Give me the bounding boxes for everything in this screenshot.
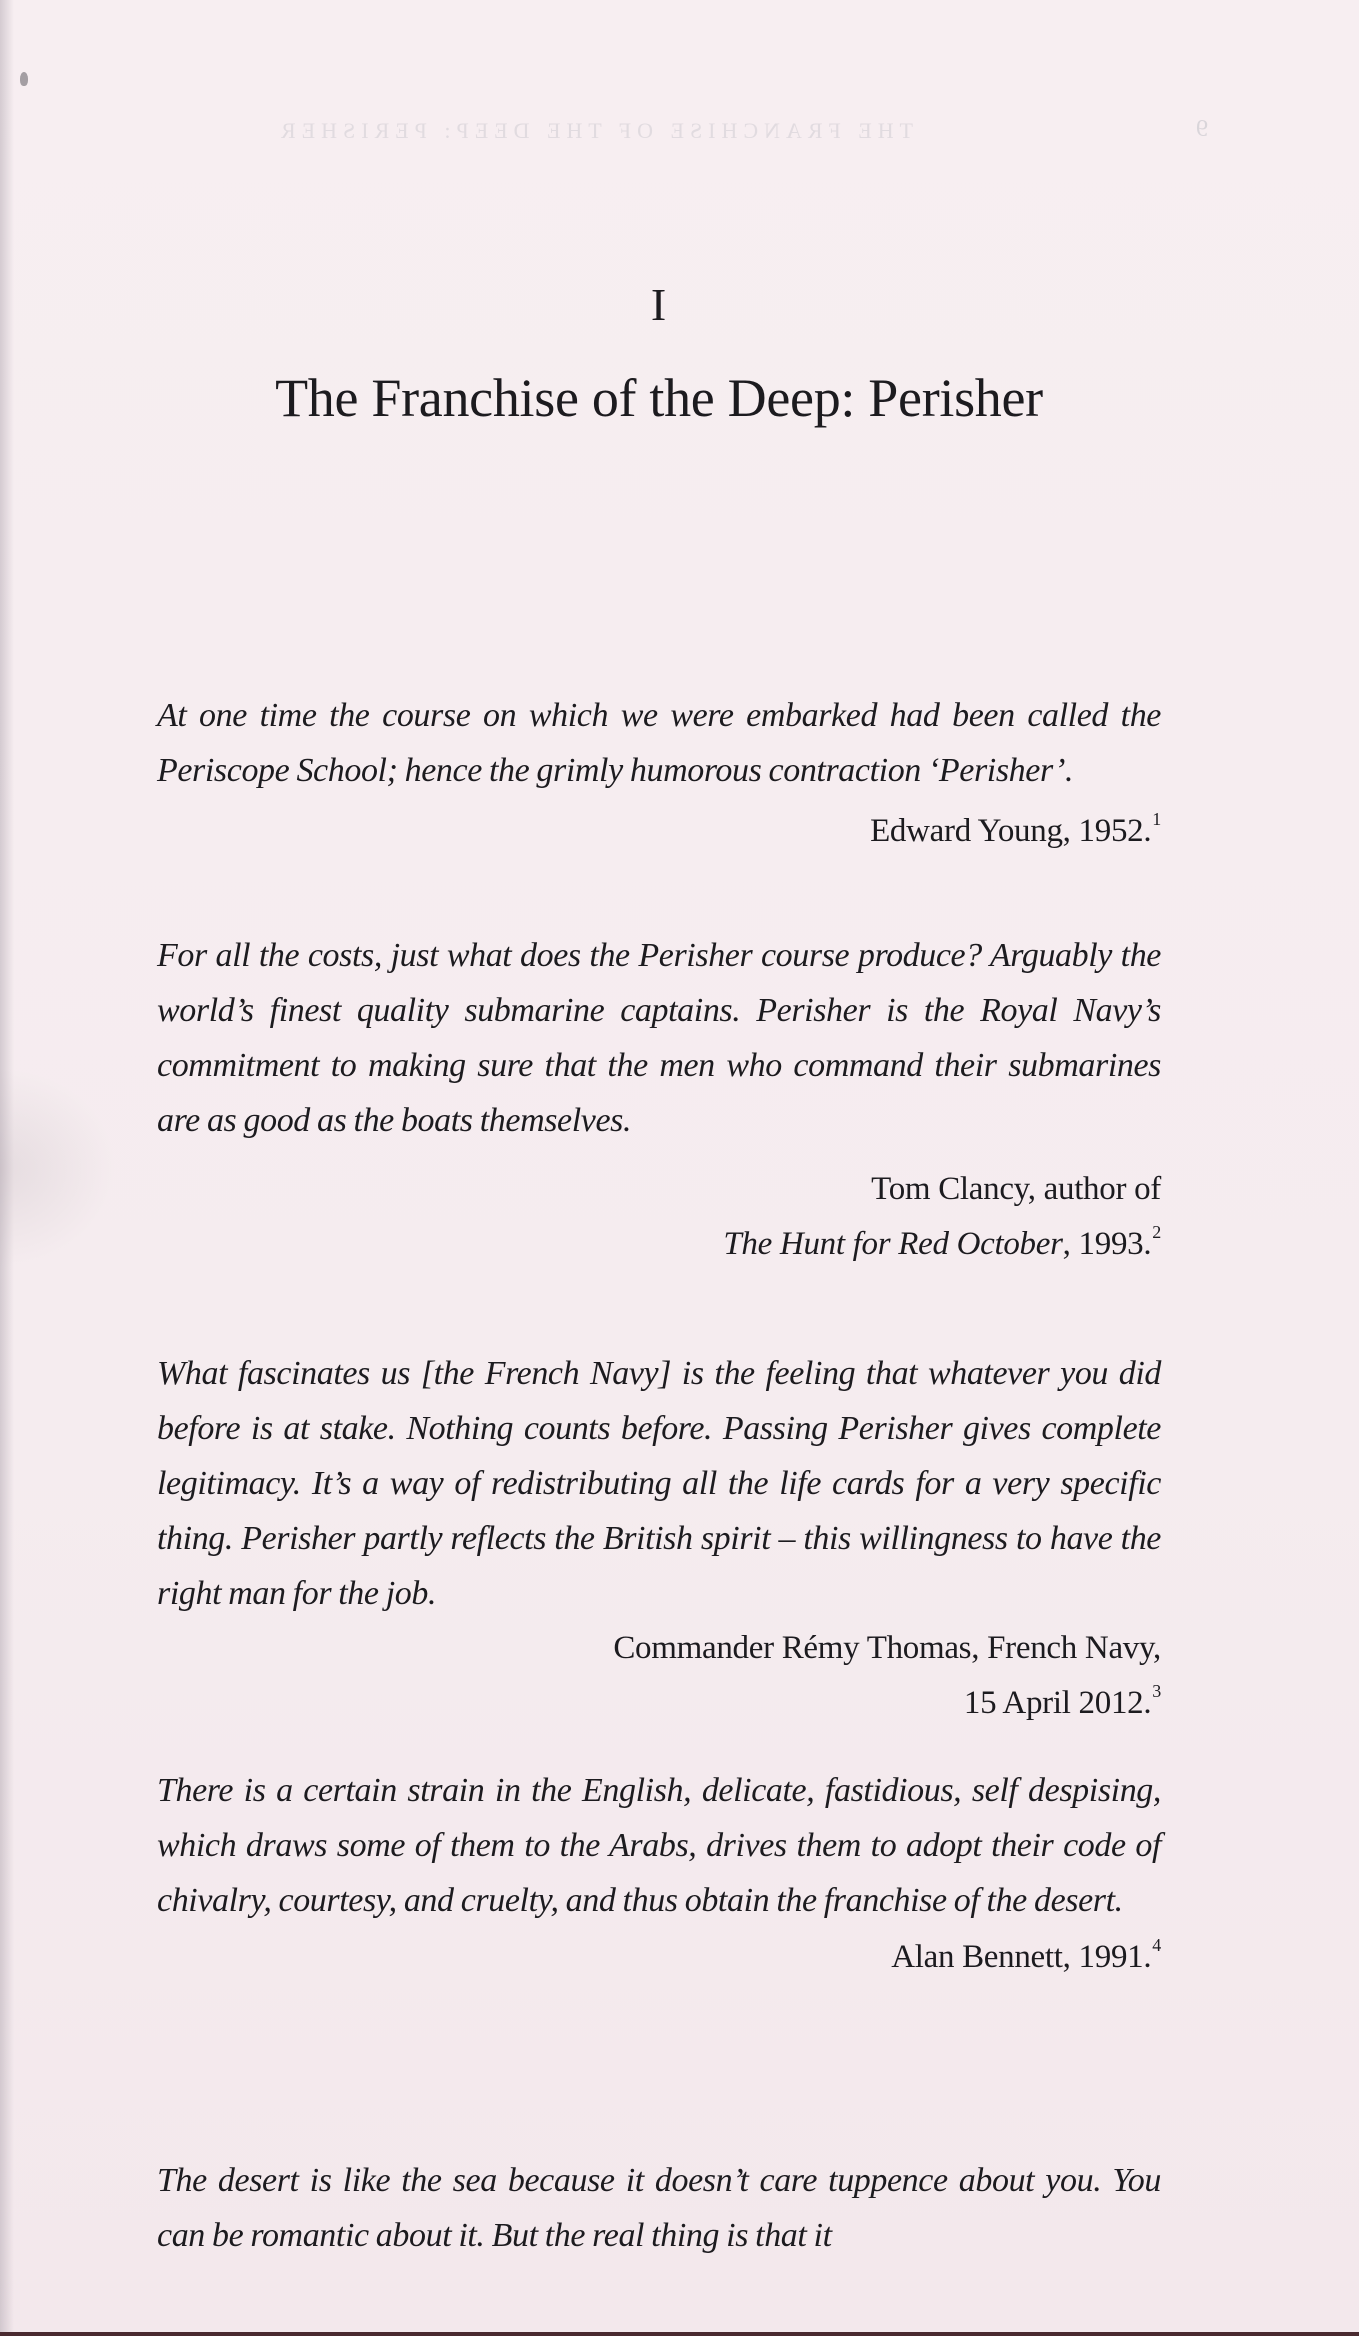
- running-head-showthrough: THE FRANCHISE OF THE DEEP: PERISHER: [275, 118, 914, 143]
- footnote-marker[interactable]: 4: [1152, 1935, 1161, 1955]
- footnote-marker[interactable]: 2: [1152, 1222, 1161, 1242]
- attribution-text: Commander Rémy Thomas, French Navy,: [613, 1630, 1161, 1666]
- epigraph-quote: At one time the course on which we were embarked had been called the Periscope School; hence the grimly humorous contraction ‘Perisher’.: [157, 697, 1161, 789]
- chapter-number: I: [650, 279, 668, 330]
- epigraph-desert-sea: [157, 2153, 1161, 2263]
- epigraph-remy-thomas: [157, 1346, 1161, 1731]
- epigraph-attribution: [157, 804, 1161, 859]
- attribution-text: Tom Clancy, author of: [871, 1171, 1161, 1207]
- epigraph-alan-bennett: [157, 1763, 1161, 1985]
- attribution-date: 15 April 2012.: [963, 1685, 1152, 1721]
- attribution-text: Edward Young, 1952.: [870, 813, 1152, 849]
- page-gutter-shadow: [0, 0, 14, 2336]
- page-bottom-edge: [0, 2332, 1359, 2336]
- epigraph-attribution: [157, 1621, 1161, 1731]
- epigraph-attribution: [157, 1930, 1161, 1985]
- attribution-text: , 1993.: [1062, 1226, 1152, 1262]
- attribution-work-title: The Hunt for Red October: [723, 1226, 1063, 1262]
- epigraph-quote: The desert is like the sea because it doesn’t care tuppence about you. You can be romantic about it. But the real thing is that it: [157, 2162, 1161, 2254]
- footnote-marker[interactable]: 1: [1152, 809, 1161, 829]
- chapter-title: The Franchise of the Deep: Perisher: [275, 368, 1043, 428]
- epigraph-edward-young: [157, 688, 1161, 859]
- paper-speck: [20, 72, 28, 86]
- epigraph-tom-clancy: [157, 928, 1161, 1272]
- epigraph-quote: There is a certain strain in the English, delicate, fastidious, self despising, which draws some of them to the Arabs, drives them to adopt their code of chivalry, courtesy, and cruelty, and thus obtain the franchise of the desert.: [157, 1772, 1161, 1919]
- epigraph-quote: What fascinates us [the French Navy] is the feeling that whatever you did before is at stake. Nothing counts before. Passing Perisher gives complete legitimacy. It’s a way of redistributing all the life cards for a very specific thing. Perisher partly reflects the British spirit – this willingness to have the right man for the job.: [157, 1355, 1161, 1612]
- footnote-marker[interactable]: 3: [1152, 1681, 1161, 1701]
- page-number-showthrough: 9: [1196, 116, 1208, 142]
- epigraph-quote: For all the costs, just what does the Perisher course produce? Arguably the world’s finest quality submarine captains. Perisher is the Royal Navy’s commitment to making sure that the men who command their submarines are as good as the boats themselves.: [157, 937, 1161, 1139]
- attribution-text: Alan Bennett, 1991.: [891, 1939, 1152, 1975]
- epigraph-attribution: [157, 1162, 1161, 1272]
